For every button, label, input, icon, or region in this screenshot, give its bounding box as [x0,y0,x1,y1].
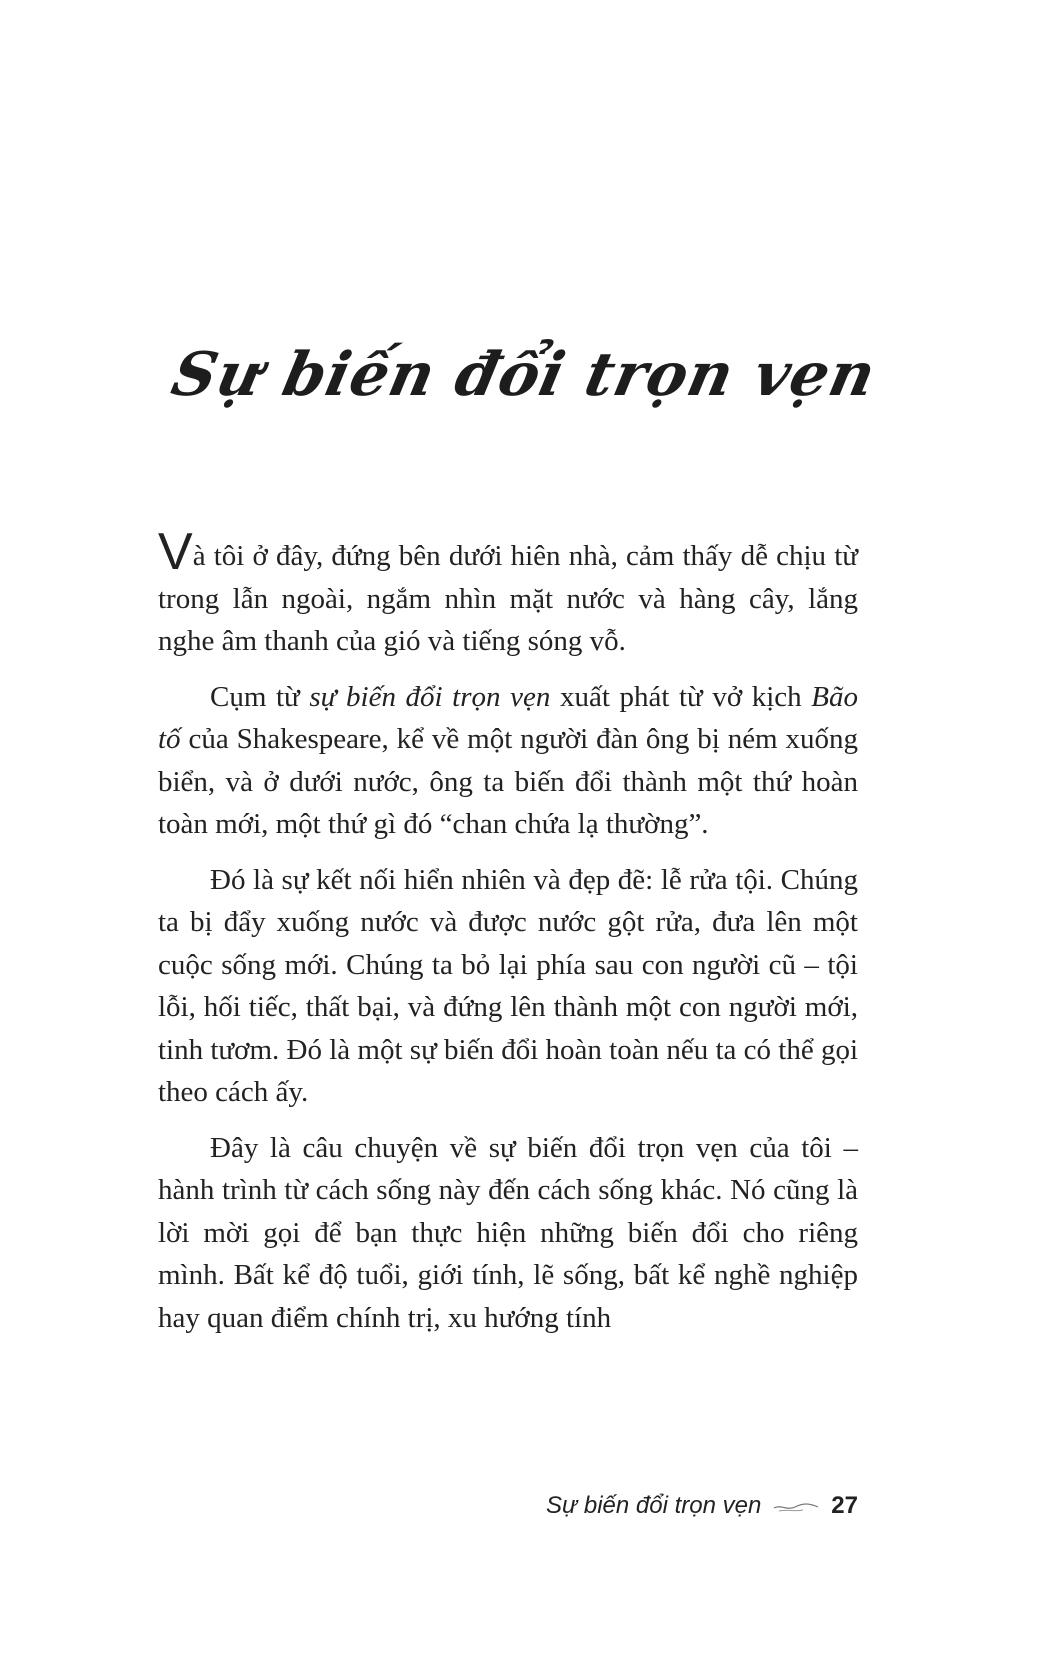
page-footer [546,1492,858,1520]
paragraph-4: Đây là câu chuyện về sự biến đổi trọn vẹn của tôi – hành trình từ cách sống này đến cách sống khác. Nó cũng là lời mời gọi để bạn thực hiện những biến đổi cho riêng mình. Bất kể độ tuổi, giới tính, lẽ sống, bất kể nghề nghiệp hay quan điểm chính trị, xu hướng tính [158,1131,858,1334]
running-title: Sự biến đổi trọn vẹn [545,1492,762,1519]
drop-cap: V [158,523,193,581]
chapter-title: Sự biến đổi trọn vẹn [165,340,883,411]
emphasis-play-title: Bão tố [158,680,858,755]
paragraph-2-pre: Cụm từ [210,680,310,713]
paragraph-1 [158,523,858,663]
wave-ornament-icon [773,1499,819,1513]
paragraph-2-post: của Shakespeare, kể về một người đàn ông bị ném xuống biển, và ở dưới nước, ông ta biến đổi thành một thứ hoàn toàn mới, một thứ gì đó “chan chứa lạ thường”. [158,723,858,840]
paragraph-2 [158,676,858,846]
emphasis-phrase: sự biến đổi trọn vẹn [309,680,551,713]
paragraph-3: Đó là sự kết nối hiển nhiên và đẹp đẽ: lễ rửa tội. Chúng ta bị đẩy xuống nước và được nước gột rửa, đưa lên một cuộc sống mới. Chúng ta bỏ lại phía sau con người cũ – tội lỗi, hối tiếc, thất bại, và đứng lên thành một con người mới, tinh tươm. Đó là một sự biến đổi hoàn toàn nếu ta có thể gọi theo cách ấy. [158,863,858,1108]
paragraph-2-mid: xuất phát từ vở kịch [550,680,812,713]
page-number: 27 [831,1492,858,1519]
body-text [158,523,858,1352]
paragraph-1-text: à tôi ở đây, đứng bên dưới hiên nhà, cảm thấy dễ chịu từ trong lẫn ngoài, ngắm nhìn mặt nước và hàng cây, lắng nghe âm thanh của gió và tiếng sóng vỗ. [158,540,858,657]
